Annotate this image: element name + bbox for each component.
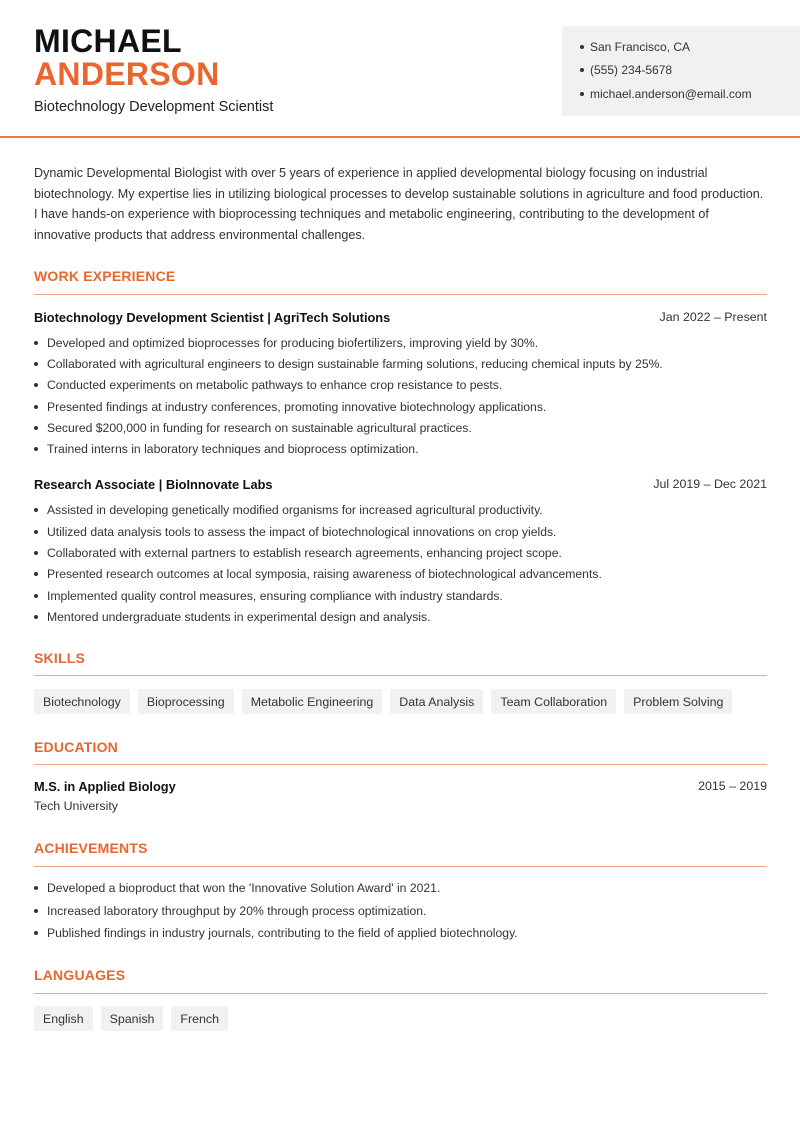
contact-email[interactable] (580, 87, 752, 101)
first-name: MICHAEL (34, 23, 182, 59)
bullet-dot (34, 383, 38, 387)
bullet-dot (34, 931, 38, 935)
list-item (34, 546, 562, 560)
contact-box (562, 26, 800, 116)
bullet-dot (34, 530, 38, 534)
list-item-text: Collaborated with external partners to establish research agreements, enhancing project scope. (47, 546, 562, 560)
language-chip: French (171, 1006, 228, 1031)
skill-chip: Problem Solving (624, 689, 732, 714)
list-item (34, 525, 556, 539)
section-title-skills: SKILLS (34, 650, 85, 666)
list-item-text: Trained interns in laboratory techniques and bioprocess optimization. (47, 442, 419, 456)
list-item-text: Mentored undergraduate students in experimental design and analysis. (47, 610, 431, 624)
list-item-text: Utilized data analysis tools to assess the impact of biotechnological innovations on crop yields. (47, 525, 557, 539)
list-item-text: Conducted experiments on metabolic pathways to enhance crop resistance to pests. (47, 378, 503, 392)
bullet-dot (34, 405, 38, 409)
section-title-work: WORK EXPERIENCE (34, 268, 176, 284)
list-item (34, 904, 426, 918)
list-item-text: Secured $200,000 in funding for research on sustainable agricultural practices. (47, 421, 472, 435)
list-item (34, 421, 472, 435)
bullet-dot (34, 508, 38, 512)
contact-email-text[interactable]: michael.anderson@email.com (590, 87, 752, 101)
list-item (34, 378, 502, 392)
list-item-text: Increased laboratory throughput by 20% through process optimization. (47, 904, 427, 918)
section-title-education: EDUCATION (34, 739, 118, 755)
contact-location (580, 40, 690, 54)
bullet-dot (34, 551, 38, 555)
job-title: Biotechnology Development Scientist (34, 99, 274, 115)
bullet-dot (34, 362, 38, 366)
list-item (34, 589, 503, 603)
summary: Dynamic Developmental Biologist with over 5 years of experience in applied developmental biology focusing on industrial biotechnology. My expertise lies in utilizing biological processes to develop sustainable solutions in agriculture and food production. I have hands-on experience with bioprocessing techniques and metabolic engineering, contributing to the development of innovative products that address environmental challenges. (34, 166, 764, 243)
list-item-text: Assisted in developing genetically modified organisms for increased agricultural productivity. (47, 503, 543, 517)
section-divider (34, 294, 767, 295)
language-chip: English (34, 1006, 93, 1031)
last-name: ANDERSON (34, 56, 220, 92)
list-item-text: Published findings in industry journals, contributing to the field of applied biotechnology. (47, 926, 518, 940)
skill-chip: Bioprocessing (138, 689, 234, 714)
bullet-dot (580, 45, 584, 49)
language-chip: Spanish (101, 1006, 164, 1031)
list-item-text: Collaborated with agricultural engineers to design sustainable farming solutions, reducing chemical inputs by 25%. (47, 357, 663, 371)
job-dates: Jul 2019 – Dec 2021 (653, 477, 767, 491)
list-item-text: Presented findings at industry conferences, promoting innovative biotechnology applications. (47, 400, 547, 414)
section-divider (34, 866, 767, 867)
list-item-text: Implemented quality control measures, ensuring compliance with industry standards. (47, 589, 503, 603)
bullet-dot (34, 447, 38, 451)
list-item (34, 610, 430, 624)
bullet-dot (580, 68, 584, 72)
degree: M.S. in Applied Biology (34, 779, 176, 794)
bullet-dot (580, 92, 584, 96)
job-role: Biotechnology Development Scientist | AgriTech Solutions (34, 310, 391, 325)
list-item-text: Presented research outcomes at local symposia, raising awareness of biotechnological advancements. (47, 567, 602, 581)
skill-chip: Metabolic Engineering (242, 689, 383, 714)
section-divider (34, 764, 767, 765)
skill-chip: Biotechnology (34, 689, 130, 714)
list-item (34, 336, 538, 350)
bullet-dot (34, 615, 38, 619)
list-item (34, 881, 440, 895)
job-dates: Jan 2022 – Present (659, 310, 767, 324)
languages-list (34, 1006, 228, 1031)
bullet-dot (34, 594, 38, 598)
list-item (34, 442, 418, 456)
list-item (34, 503, 543, 517)
section-title-languages: LANGUAGES (34, 967, 126, 983)
section-divider (34, 675, 767, 676)
bullet-dot (34, 886, 38, 890)
skill-chip: Data Analysis (390, 689, 483, 714)
contact-phone (580, 63, 672, 77)
bullet-dot (34, 426, 38, 430)
section-divider (34, 993, 767, 994)
bullet-dot (34, 572, 38, 576)
bullet-dot (34, 909, 38, 913)
section-title-achievements: ACHIEVEMENTS (34, 840, 148, 856)
list-item (34, 926, 518, 940)
skills-list (34, 689, 732, 714)
list-item-text: Developed and optimized bioprocesses for producing biofertilizers, improving yield by 30%. (47, 336, 539, 350)
resume-header (0, 0, 800, 138)
skill-chip: Team Collaboration (491, 689, 616, 714)
list-item (34, 400, 546, 414)
education-dates: 2015 – 2019 (698, 779, 767, 793)
bullet-dot (34, 341, 38, 345)
contact-location-text: San Francisco, CA (590, 40, 691, 54)
list-item (34, 357, 663, 371)
school: Tech University (34, 799, 119, 813)
list-item (34, 567, 602, 581)
job-role: Research Associate | BioInnovate Labs (34, 477, 273, 492)
list-item-text: Developed a bioproduct that won the 'Innovative Solution Award' in 2021. (47, 881, 441, 895)
contact-phone-text: (555) 234-5678 (590, 63, 673, 77)
